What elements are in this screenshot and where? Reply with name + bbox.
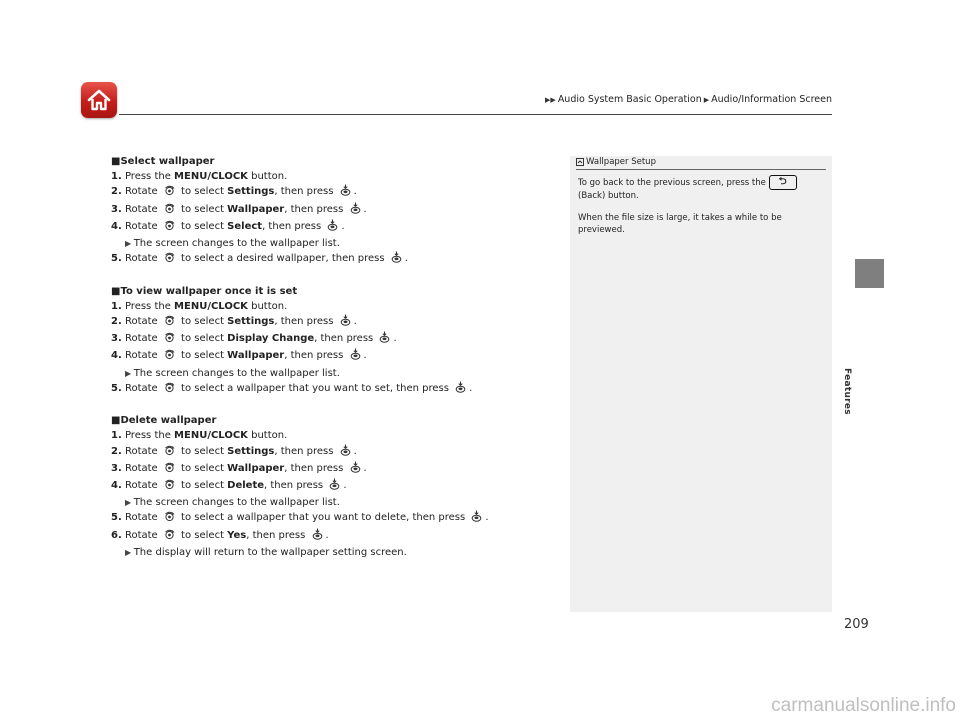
step-text: . xyxy=(325,529,329,541)
section-title xyxy=(111,284,561,299)
step-number: 3. xyxy=(111,333,122,345)
step-text: . xyxy=(363,462,367,474)
step-text: to select xyxy=(177,186,228,198)
step xyxy=(111,251,561,268)
section-bullet-icon: ■ xyxy=(111,285,121,297)
step-text: . xyxy=(469,382,473,394)
step xyxy=(111,478,561,495)
step-text: , then press xyxy=(274,316,337,328)
step-text: Rotate xyxy=(124,186,161,198)
step-text: Rotate xyxy=(124,382,161,394)
selector-knob-icon xyxy=(164,529,175,545)
step-keyword: Delete xyxy=(227,480,265,492)
press-knob-icon xyxy=(379,331,390,348)
selector-knob-icon xyxy=(164,203,175,219)
section-bullet-icon: ■ xyxy=(111,415,121,427)
step-text: . xyxy=(353,316,357,328)
step xyxy=(111,169,561,184)
step-result xyxy=(111,495,561,510)
step-text: Rotate xyxy=(124,462,161,474)
step xyxy=(111,444,561,461)
step-keyword: Display Change xyxy=(227,333,315,345)
step-text: to select a wallpaper that you want to set, then press xyxy=(177,382,453,394)
step xyxy=(111,348,561,365)
selector-knob-icon xyxy=(164,511,175,527)
step-text: Rotate xyxy=(124,220,161,232)
note-panel xyxy=(570,156,832,612)
step-text: , then press xyxy=(274,186,337,198)
step-text: . xyxy=(404,253,408,265)
step-result-text: The screen changes to the wallpaper list. xyxy=(133,367,340,379)
step-text: . xyxy=(363,203,367,215)
press-knob-icon xyxy=(329,478,340,495)
press-knob-icon xyxy=(350,202,361,219)
step-text: button. xyxy=(247,300,288,312)
note-paragraph: When the file size is large, it takes a while to be previewed. xyxy=(578,213,782,235)
chapter-tab[interactable] xyxy=(855,259,884,288)
step-text: . xyxy=(393,333,397,345)
step-text: . xyxy=(343,480,347,492)
selector-knob-icon xyxy=(164,462,175,478)
section xyxy=(111,154,561,268)
step xyxy=(111,510,561,527)
result-arrow-icon: ▶ xyxy=(125,368,134,378)
step-text: to select xyxy=(177,529,228,541)
step-text: Rotate xyxy=(124,512,161,524)
step-number: 6. xyxy=(111,529,122,541)
breadcrumb-item[interactable]: Audio/Information Screen xyxy=(711,94,832,105)
step-text: to select a wallpaper that you want to delete, then press xyxy=(177,512,469,524)
selector-knob-icon xyxy=(164,332,175,348)
step-text: Rotate xyxy=(124,445,161,457)
step-text: Rotate xyxy=(124,253,161,265)
step-number: 2. xyxy=(111,445,122,457)
step-text: , then press xyxy=(314,333,377,345)
step-text: Rotate xyxy=(124,333,161,345)
press-knob-icon xyxy=(340,314,351,331)
note-body xyxy=(570,170,832,236)
step-text: to select xyxy=(177,350,228,362)
section-bullet-icon: ■ xyxy=(111,156,121,167)
step-keyword: Yes xyxy=(227,529,247,541)
press-knob-icon xyxy=(350,348,361,365)
step-text: Rotate xyxy=(124,529,161,541)
note-marker-icon xyxy=(576,158,584,166)
note-text: (Back) button. xyxy=(578,191,639,201)
step xyxy=(111,184,561,201)
step-text: , then press xyxy=(246,529,309,541)
step-keyword: Wallpaper xyxy=(227,462,285,474)
step-text: Rotate xyxy=(124,203,161,215)
section-title xyxy=(111,154,561,169)
press-knob-icon xyxy=(327,219,338,236)
result-arrow-icon: ▶ xyxy=(125,547,134,557)
step-keyword: Settings xyxy=(227,445,275,457)
selector-knob-icon xyxy=(164,252,175,268)
watermark: carmanualsonline.info xyxy=(771,695,956,716)
step-number: 1. xyxy=(111,300,122,312)
step-number: 5. xyxy=(111,382,122,394)
press-knob-icon xyxy=(391,251,402,268)
step-text: , then press xyxy=(262,220,325,232)
breadcrumb-item[interactable]: Audio System Basic Operation xyxy=(557,94,702,105)
breadcrumb-arrow-icon: ▶▶ xyxy=(545,95,556,104)
step-number: 1. xyxy=(111,171,122,183)
step-result xyxy=(111,545,561,560)
section-title-text: Select wallpaper xyxy=(120,156,215,167)
step-number: 4. xyxy=(111,350,122,362)
step xyxy=(111,219,561,236)
step-number: 3. xyxy=(111,203,122,215)
main-content xyxy=(111,154,561,575)
note-title xyxy=(576,156,826,170)
step-result xyxy=(111,236,561,251)
step-text: Rotate xyxy=(124,316,161,328)
press-knob-icon xyxy=(340,184,351,201)
step-text: . xyxy=(485,512,489,524)
step-text: , then press xyxy=(284,462,347,474)
step-text: Rotate xyxy=(124,350,161,362)
result-arrow-icon: ▶ xyxy=(125,498,134,508)
step xyxy=(111,202,561,219)
selector-knob-icon xyxy=(164,349,175,365)
step-number: 2. xyxy=(111,186,122,198)
step xyxy=(111,381,561,398)
press-knob-icon xyxy=(340,444,351,461)
result-arrow-icon: ▶ xyxy=(125,239,134,249)
header-divider xyxy=(119,114,832,115)
step-result-text: The display will return to the wallpaper setting screen. xyxy=(133,546,407,558)
section-title-text: To view wallpaper once it is set xyxy=(120,285,298,297)
step-keyword: MENU/CLOCK xyxy=(174,171,248,183)
step-number: 2. xyxy=(111,316,122,328)
press-knob-icon xyxy=(471,510,482,527)
press-knob-icon xyxy=(455,381,466,398)
step xyxy=(111,461,561,478)
step-text: to select xyxy=(177,316,228,328)
breadcrumb xyxy=(545,94,832,105)
step-text: to select xyxy=(177,445,228,457)
selector-knob-icon xyxy=(164,382,175,398)
selector-knob-icon xyxy=(164,185,175,201)
step xyxy=(111,299,561,314)
selector-knob-icon xyxy=(164,479,175,495)
step xyxy=(111,331,561,348)
step-text: button. xyxy=(247,430,288,442)
step-number: 4. xyxy=(111,220,122,232)
step-result xyxy=(111,366,561,381)
step-number: 4. xyxy=(111,480,122,492)
step-text: to select xyxy=(177,333,228,345)
chapter-label: Features xyxy=(842,368,852,415)
note-paragraph xyxy=(578,175,824,202)
step-text: to select xyxy=(177,480,228,492)
step xyxy=(111,528,561,545)
note-text: To go back to the previous screen, press the xyxy=(578,178,766,188)
back-button-icon: ⮌ xyxy=(769,175,797,190)
note-title-text: Wallpaper Setup xyxy=(586,157,656,167)
step-text: , then press xyxy=(264,480,327,492)
step-text: , then press xyxy=(284,203,347,215)
press-knob-icon xyxy=(350,461,361,478)
step-text: . xyxy=(353,445,357,457)
section xyxy=(111,284,561,398)
step-text: Press the xyxy=(124,430,175,442)
step-keyword: Wallpaper xyxy=(227,350,285,362)
step-text: Press the xyxy=(124,300,175,312)
section-title-text: Delete wallpaper xyxy=(120,415,217,427)
selector-knob-icon xyxy=(164,220,175,236)
section-title xyxy=(111,413,561,428)
step-text: , then press xyxy=(284,350,347,362)
step-text: Press the xyxy=(124,171,175,183)
step-keyword: Select xyxy=(227,220,263,232)
step-number: 5. xyxy=(111,512,122,524)
step-number: 1. xyxy=(111,430,122,442)
step-text: , then press xyxy=(274,445,337,457)
step-keyword: Wallpaper xyxy=(227,203,285,215)
step-result-text: The screen changes to the wallpaper list. xyxy=(133,238,340,250)
step-text: . xyxy=(353,186,357,198)
step-keyword: MENU/CLOCK xyxy=(174,430,248,442)
step-number: 5. xyxy=(111,253,122,265)
step xyxy=(111,428,561,443)
press-knob-icon xyxy=(312,528,323,545)
step-text: to select xyxy=(177,203,228,215)
step-text: Rotate xyxy=(124,480,161,492)
step-text: to select a desired wallpaper, then press xyxy=(177,253,388,265)
step-keyword: Settings xyxy=(227,316,275,328)
step-text: button. xyxy=(247,171,288,183)
step-text: . xyxy=(341,220,345,232)
step-keyword: Settings xyxy=(227,186,275,198)
step-keyword: MENU/CLOCK xyxy=(174,300,248,312)
selector-knob-icon xyxy=(164,445,175,461)
breadcrumb-arrow-icon: ▶ xyxy=(703,95,710,104)
page-number: 209 xyxy=(844,617,869,632)
step-text: to select xyxy=(177,220,228,232)
step-text: to select xyxy=(177,462,228,474)
step-result-text: The screen changes to the wallpaper list. xyxy=(133,497,340,509)
home-icon[interactable] xyxy=(81,82,117,118)
step-text: . xyxy=(363,350,367,362)
section xyxy=(111,413,561,560)
selector-knob-icon xyxy=(164,315,175,331)
step xyxy=(111,314,561,331)
step-number: 3. xyxy=(111,462,122,474)
